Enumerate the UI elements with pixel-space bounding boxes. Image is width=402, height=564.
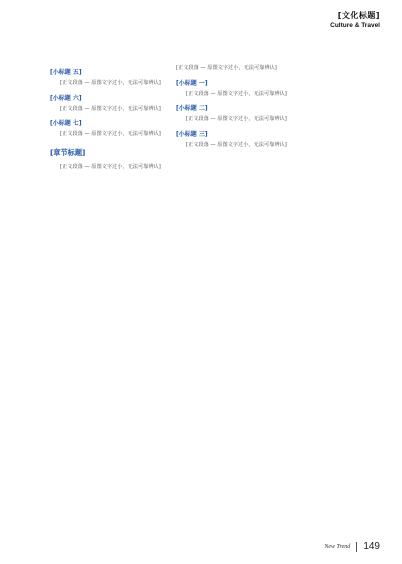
paragraph: [正文段落 — 原图文字过小，无法可靠辨认] bbox=[186, 90, 287, 97]
subheading: [小标题 五] bbox=[50, 69, 82, 76]
subheading: [小标题 六] bbox=[50, 94, 82, 102]
magazine-brand: New Trend bbox=[324, 543, 351, 550]
left-column bbox=[50, 64, 162, 534]
paragraph: [正文段落 — 原图文字过小，无法可靠辨认] bbox=[60, 131, 161, 138]
subheading: [小标题 七] bbox=[50, 120, 82, 128]
paragraph: [正文段落 — 原图文字过小，无法可靠辨认] bbox=[186, 141, 287, 148]
paragraph: [正文段落 — 原图文字过小，无法可靠辨认] bbox=[60, 105, 161, 112]
paragraph: [正文段落 — 原图文字过小，无法可靠辨认] bbox=[60, 80, 161, 86]
paragraph: [正文段落 — 原图文字过小，无法可靠辨认] bbox=[176, 65, 277, 71]
right-column bbox=[176, 64, 380, 534]
page-footer bbox=[324, 541, 380, 552]
page-number: 149 bbox=[363, 541, 380, 552]
subheading: [小标题 三] bbox=[176, 130, 208, 138]
subheading: [小标题 一] bbox=[176, 79, 208, 87]
page-header bbox=[330, 10, 380, 29]
subheading: [小标题 二] bbox=[176, 105, 208, 113]
paragraph: [正文段落 — 原图文字过小，无法可靠辨认] bbox=[186, 116, 287, 123]
footer-divider bbox=[356, 542, 357, 552]
paragraph: [正文段落 — 原图文字过小，无法可靠辨认] bbox=[60, 163, 161, 170]
section-label-en: Culture & Travel bbox=[330, 22, 380, 29]
article-body bbox=[50, 64, 380, 534]
section-label-cn: [文化标题] bbox=[337, 11, 380, 20]
section-title: [章节标题] bbox=[50, 147, 86, 157]
